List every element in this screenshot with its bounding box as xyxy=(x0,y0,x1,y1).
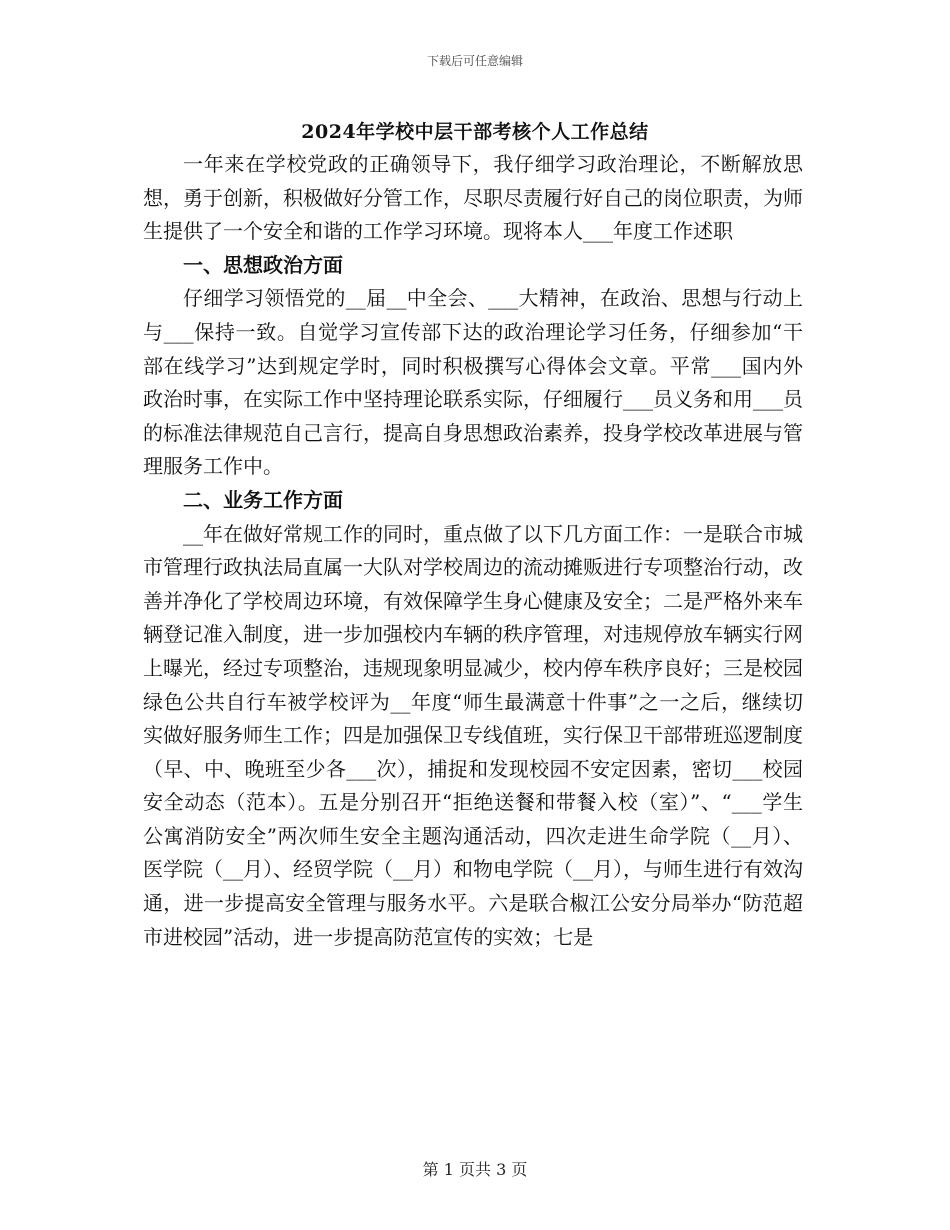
document-title: 2024年学校中层干部考核个人工作总结 xyxy=(301,121,649,143)
intro-paragraph: 一年来在学校党政的正确领导下，我仔细学习政治理论，不断解放思想，勇于创新，积极做好分管工作，尽职尽责履行好自己的岗位职责，为师生提供了一个安全和谐的工作学习环境。现将本人___年度工作述职 xyxy=(143,152,803,244)
section-paragraph-business: __年在做好常规工作的同时，重点做了以下几方面工作：一是联合市城市管理行政执法局直属一大队对学校周边的流动摊贩进行专项整治行动，改善并净化了学校周边环境，有效保障学生身心健康及安全；二是严格外来车辆登记准入制度，进一步加强校内车辆的秩序管理，对违规停放车辆实行网上曝光，经过专项整治，违规现象明显减少，校内停车秩序良好；三是校园绿色公共自行车被学校评为__年度“师生最满意十件事”之一之后，继续切实做好服务师生工作；四是加强保卫专线值班，实行保卫干部带班巡逻制度（早、中、晚班至少各___次），捕捉和发现校园不安定因素，密切___校园安全动态（范本）。五是分别召开“拒绝送餐和带餐入校（室）”、“___学生公寓消防安全”两次师生安全主题沟通活动，四次走进生命学院（__月）、医学院（__月）、经贸学院（__月）和物电学院（__月），与师生进行有效沟通，进一步提高安全管理与服务水平。六是联合椒江公安分局举办“防范超市进校园”活动，进一步提高防范宣传的实效；七是 xyxy=(143,521,803,949)
page-header-note: 下载后可任意编辑 xyxy=(426,54,523,68)
document-body xyxy=(143,148,803,954)
section-paragraph-politics: 仔细学习领悟党的__届__中全会、___大精神，在政治、思想与行动上与___保持一致。自觉学习宣传部下达的政治理论学习任务，仔细参加“干部在线学习”达到规定学时，同时积极撰写心得体会文章。平常___国内外政治时事，在实际工作中坚持理论联系实际，仔细履行___员义务和用___员的标准法律规范自己言行，提高自身思想政治素养，投身学校改革进展与管理服务工作中。 xyxy=(143,286,803,479)
page-number: 第 1 页共 3 页 xyxy=(422,1160,528,1179)
section-heading-business: 二、业务工作方面 xyxy=(183,487,343,512)
section-heading-politics: 一、思想政治方面 xyxy=(183,252,343,277)
